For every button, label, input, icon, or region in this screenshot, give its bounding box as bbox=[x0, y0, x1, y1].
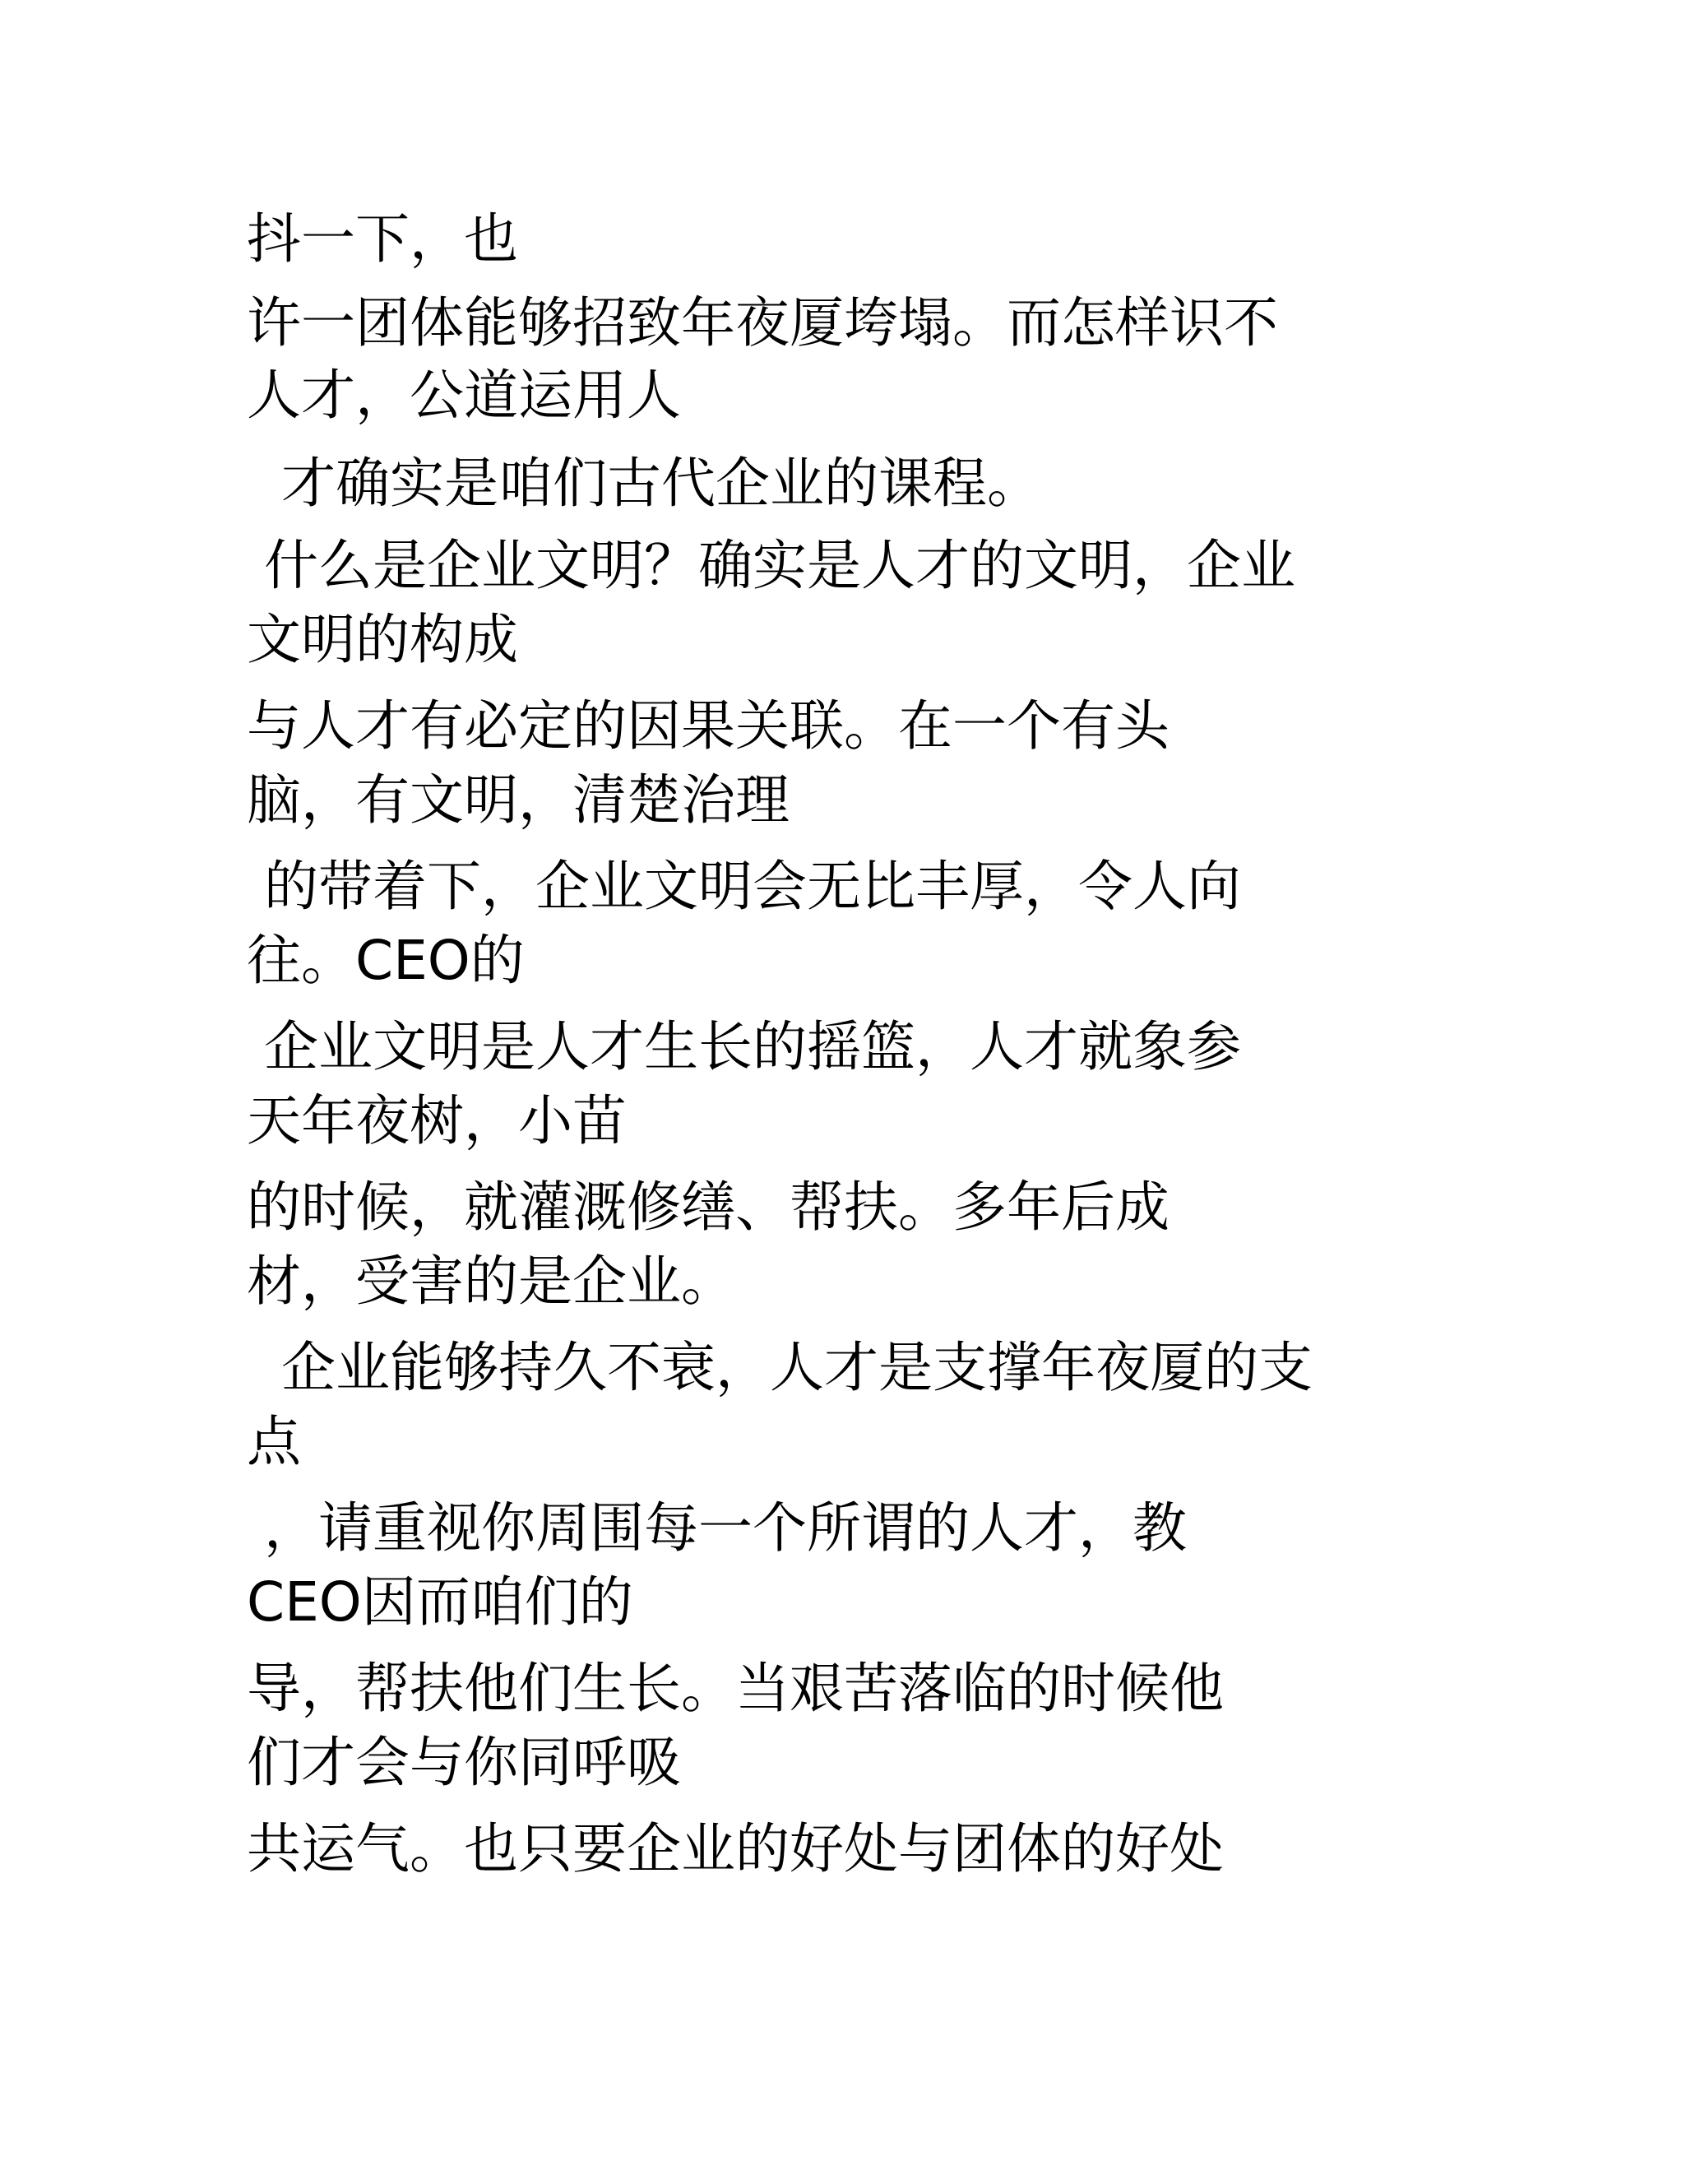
text-line: 往。CEO的 bbox=[247, 929, 525, 992]
text-line: 许一团体能够招致年夜厦垮塌。而怎样识不 bbox=[247, 291, 1278, 355]
text-line: 文明的构成 bbox=[247, 608, 518, 671]
text-line: 抖一下，也 bbox=[247, 207, 518, 271]
text-line: 什么是企业文明？确实是人才的文明，企业 bbox=[247, 534, 1295, 597]
text-line: 才确实是咱们古代企业的课程。 bbox=[247, 452, 1041, 515]
text-line: 材，受害的是企业。 bbox=[247, 1250, 735, 1313]
text-line: ，请重视你周围每一个所谓的人才，教 bbox=[247, 1496, 1187, 1560]
text-line: 与人才有必定的因果关联。在一个有头 bbox=[247, 694, 1170, 758]
text-line: CEO因而咱们的 bbox=[247, 1570, 633, 1634]
text-line: 企业能够持久不衰，人才是支撑年夜厦的支 bbox=[247, 1336, 1313, 1399]
text-line: 企业文明是人才生长的摇篮，人才就象参 bbox=[247, 1015, 1241, 1078]
text-line: 们才会与你同呼吸 bbox=[247, 1731, 681, 1794]
text-line: 点 bbox=[247, 1410, 301, 1473]
text-line: 的时候，就灌溉修缮、帮扶。多年后成 bbox=[247, 1175, 1170, 1239]
text-line: 的带着下，企业文明会无比丰厚，令人向 bbox=[247, 855, 1241, 918]
text-line: 脑，有文明，清楚治理 bbox=[247, 768, 790, 832]
text-line: 导，帮扶他们生长。当艰苦落临的时候他 bbox=[247, 1657, 1224, 1720]
text-line: 天年夜树，小苗 bbox=[247, 1089, 627, 1152]
text-line: 共运气。也只要企业的好处与团体的好处 bbox=[247, 1817, 1224, 1880]
text-line: 人才，公道运用人 bbox=[247, 364, 681, 427]
